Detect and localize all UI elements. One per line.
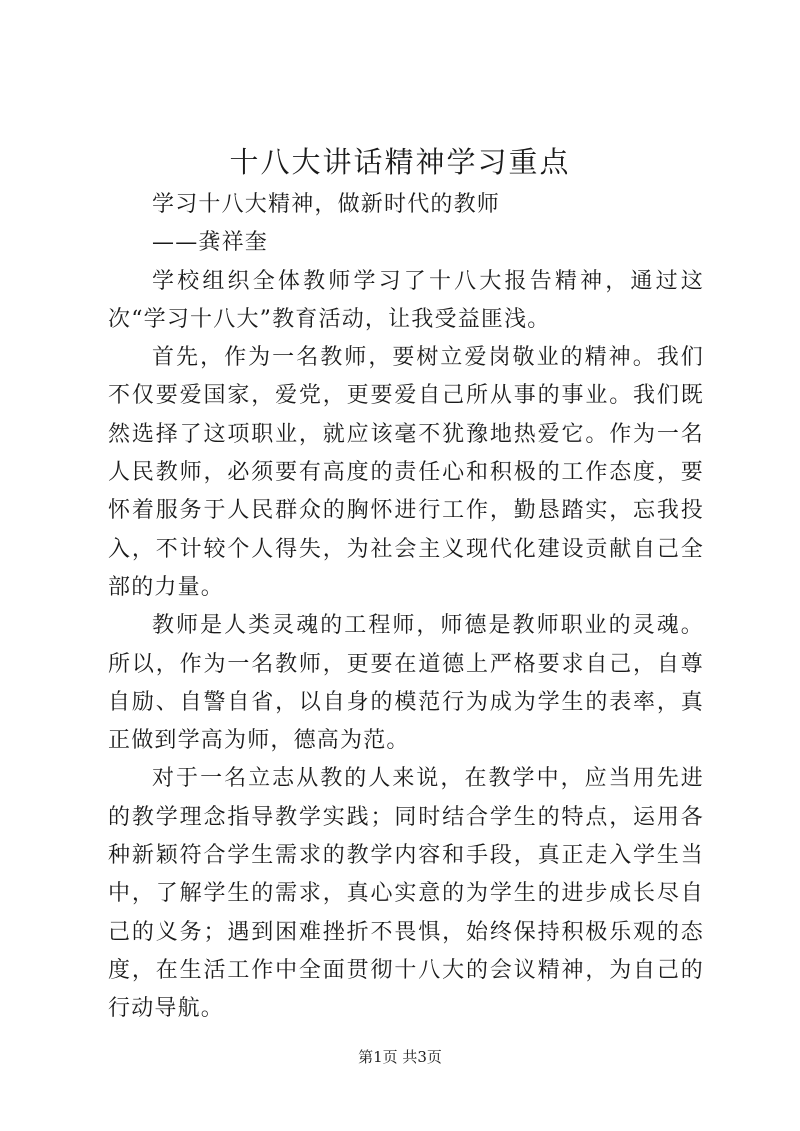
subtitle: 学习十八大精神，做新时代的教师 [152,192,501,217]
paragraph-4: 对于一名立志从教的人来说，在教学中，应当用先进的教学理念指导教学实践；同时结合学生的特点，运用各种新颖符合学生需求的教学内容和手段，真正走入学生当中，了解学生的需求，真心实意的为学生的进步成长尽自己的义务；遇到困难挫折不畏惧，始终保持积极乐观的态度，在生活工作中全面贯彻十八大的会议精神，为自己的行动导航。 [108,766,704,1022]
document-body [108,186,704,1029]
paragraph-1: 学校组织全体教师学习了十八大报告精神，通过这次“学习十八大”教育活动，让我受益匪浅。 [108,268,704,332]
author-line: ——龚祥奎 [152,230,269,256]
page-footer: 第1页 共3页 [358,1048,442,1066]
paragraph-3: 教师是人类灵魂的工程师，师德是教师职业的灵魂。所以，作为一名教师，更要在道德上严格要求自己，自尊自励、自警自省，以自身的模范行为成为学生的表率，真正做到学高为师，德高为范。 [108,613,704,754]
paragraph-2: 首先，作为一名教师，要树立爱岗敬业的精神。我们不仅要爱国家，爱党，更要爱自己所从事的事业。我们既然选择了这项职业，就应该毫不犹豫地热爱它。作为一名人民教师，必须要有高度的责任心和积极的工作态度，要怀着服务于人民群众的胸怀进行工作，勤恳踏实，忘我投入，不计较个人得失，为社会主义现代化建设贡献自己全部的力量。 [108,345,704,600]
document-title: 十八大讲话精神学习重点 [229,145,571,179]
